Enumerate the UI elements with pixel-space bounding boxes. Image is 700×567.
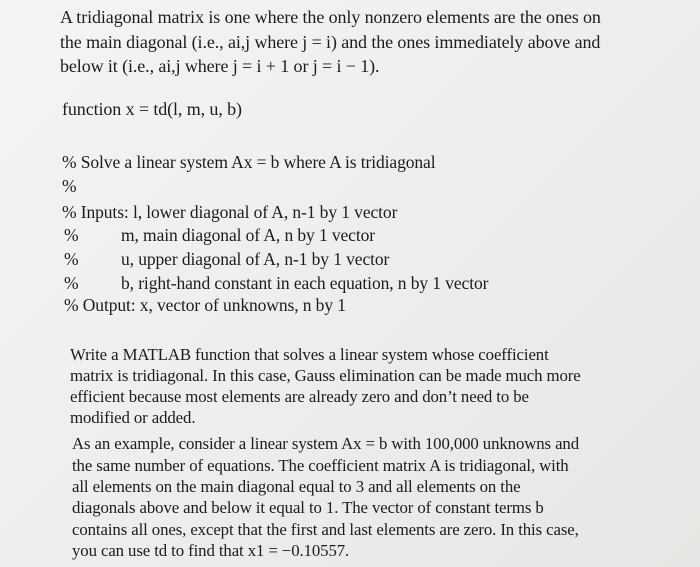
comment-line-text: m, main diagonal of A, n by 1 vector — [121, 225, 375, 245]
comment-line-prefix: % — [64, 225, 79, 245]
example-line: all elements on the main diagonal equal to 3 and all elements on the — [72, 477, 521, 496]
comment-line-prefix: % — [64, 249, 79, 269]
example-line: As an example, consider a linear system Ax = b with 100,000 unknowns and — [72, 434, 580, 453]
intro-line: A tridiagonal matrix is one where the only nonzero elements are the ones on — [60, 7, 601, 27]
function-signature: function x = td(l, m, u, b) — [62, 99, 242, 119]
comment-line: % Inputs: l, lower diagonal of A, n-1 by 1 vector — [62, 202, 398, 222]
task-line: modified or added. — [70, 408, 196, 427]
example-line: you can use td to find that x1 = −0.10557. — [72, 541, 350, 560]
task-line: matrix is tridiagonal. In this case, Gauss elimination can be made much more — [70, 366, 581, 385]
comment-line: % Output: x, vector of unknowns, n by 1 — [64, 295, 346, 315]
comment-line: % — [62, 176, 77, 196]
comment-line-text: b, right-hand constant in each equation, n by 1 vector — [121, 273, 489, 293]
example-line: contains all ones, except that the first and last elements are zero. In this case, — [72, 520, 579, 539]
intro-line: the main diagonal (i.e., ai,j where j = i) and the ones immediately above and — [60, 32, 601, 52]
comment-line-prefix: % — [64, 273, 79, 293]
comment-line: % Solve a linear system Ax = b where A is tridiagonal — [62, 152, 436, 172]
task-line: Write a MATLAB function that solves a linear system whose coefficient — [70, 345, 549, 364]
example-line: diagonals above and below it equal to 1. The vector of constant terms b — [72, 498, 544, 517]
task-line: efficient because most elements are already zero and don’t need to be — [70, 387, 529, 406]
intro-line: below it (i.e., ai,j where j = i + 1 or j = i − 1). — [60, 56, 380, 76]
comment-line-text: u, upper diagonal of A, n-1 by 1 vector — [121, 249, 390, 269]
example-line: the same number of equations. The coefficient matrix A is tridiagonal, with — [72, 456, 569, 475]
